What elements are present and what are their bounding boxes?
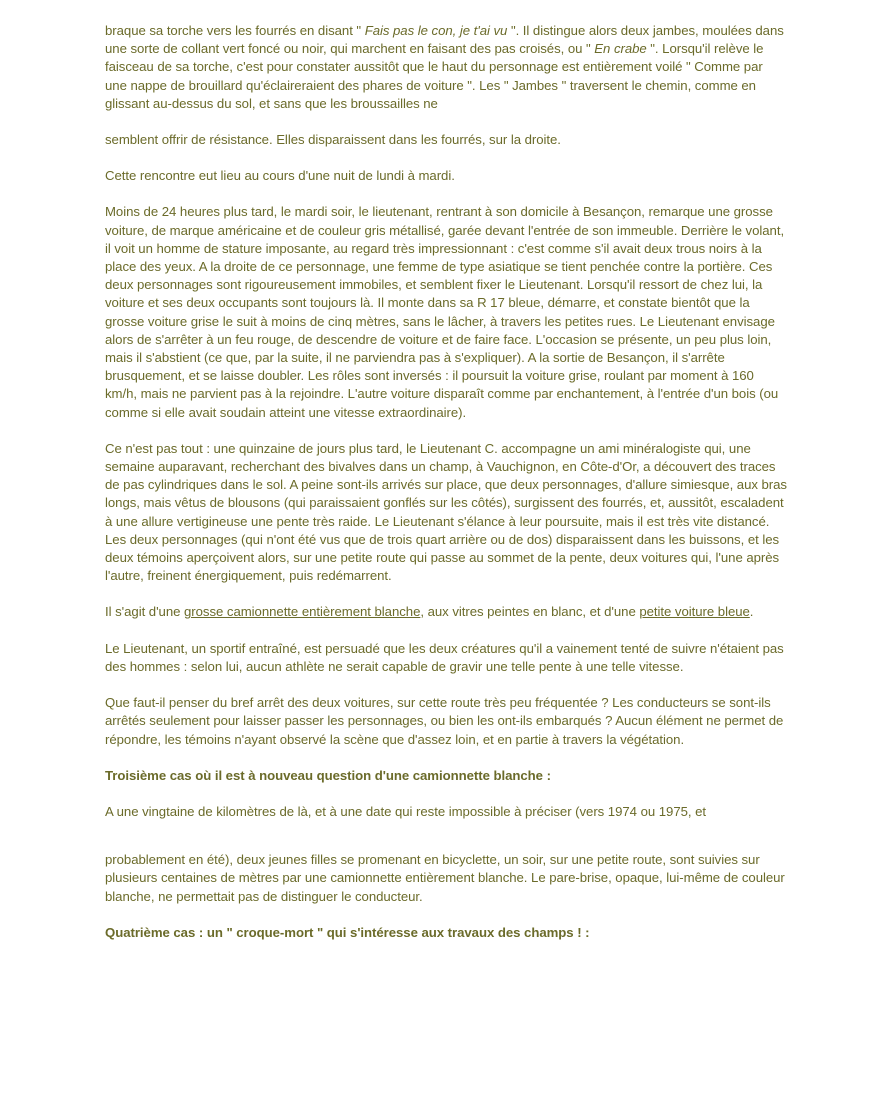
paragraph-vehicles bbox=[105, 603, 787, 621]
underlined-text: grosse camionnette entièrement blanche bbox=[184, 604, 421, 620]
text-span: . bbox=[749, 604, 754, 620]
section-heading-third-case: Troisième cas où il est à nouveau question d'une camionnette blanche : bbox=[105, 767, 551, 783]
paragraph-question: Que faut-il penser du bref arrêt des deux voitures, sur cette route très peu fréquentée ? Les conducteurs se sont-ils arrêtés seulement pour laisser passer les personnages, ou bien les ont-ils embarqués ? Aucun élément ne permet de répondre, les témoins n'ayant observé la scène que d'assez loin, et en partie à travers la végétation. bbox=[105, 695, 784, 747]
paragraph-night: Cette rencontre eut lieu au cours d'une nuit de lundi à mardi. bbox=[105, 168, 455, 184]
italic-quote: En crabe bbox=[594, 41, 647, 57]
text-span: braque sa torche vers les fourrés en disant " bbox=[105, 23, 365, 38]
text-span: Il s'agit d'une bbox=[105, 604, 185, 620]
section-heading-fourth-case: Quatrième cas : un " croque-mort " qui s'intéresse aux travaux des champs ! : bbox=[105, 924, 590, 940]
italic-quote: Fais pas le con, je t'ai vu bbox=[364, 23, 508, 38]
text-span: , aux vitres peintes en blanc, et d'une bbox=[420, 604, 640, 620]
paragraph-resistance: semblent offrir de résistance. Elles disparaissent dans les fourrés, sur la droite. bbox=[105, 132, 561, 148]
paragraph-athlete: Le Lieutenant, un sportif entraîné, est persuadé que les deux créatures qu'il a vainement tenté de suivre n'étaient pas des hommes : selon lui, aucun athlète ne serait capable de gravir une telle pente à une telle vitesse. bbox=[105, 640, 784, 674]
paragraph-vauchignon: Ce n'est pas tout : une quinzaine de jours plus tard, le Lieutenant C. accompagne un ami minéralogiste qui, une semaine auparavant, recherchant des bivalves dans un champ, à Vauchignon, en Côte-d'Or, a découvert des traces de pas cylindriques dans le sol. A peine sont-ils arrivés sur place, que deux personnages, d'allure simiesque, aux bras longs, mais vêtus de blousons (qui paraissaient gonflés sur les côtés), surgissent des fourrés, et, aussitôt, escaladent à une allure vertigineuse une pente très raide. Le Lieutenant s'élance à leur poursuite, mais il est très vite distancé. Les deux personnages (qui n'ont été vus que de trois quart arrière ou de dos) disparaissent dans les buissons, et les deux témoins aperçoivent alors, sur une petite route qui passe au sommet de la pente, deux voitures qui, l'une après l'autre, freinent énergiquement, puis redémarrent. bbox=[105, 440, 787, 584]
document-body bbox=[105, 22, 787, 960]
underlined-text: petite voiture bleue bbox=[639, 604, 750, 620]
paragraph-location: A une vingtaine de kilomètres de là, et à une date qui reste impossible à préciser (vers 1974 ou 1975, et bbox=[105, 803, 707, 819]
text-span: ". Lorsqu'il relève le faisceau de sa torche, c'est pour constater aussitôt que le haut du personnage est entièrement voilé " Comme par une nappe de brouillard qu'éclaireraient des phares de voiture ". Les " Jambes " traversent le chemin, comme en glissant au-dessus du sol, et sans que les broussailles ne bbox=[105, 41, 764, 111]
text-span: ". Il distingue alors deux jambes, moulées dans une sorte de collant vert foncé ou noir, qui marchent en faisant des pas croisés, ou " bbox=[105, 23, 784, 57]
paragraph-torch bbox=[105, 22, 787, 113]
paragraph-bicycle: probablement en été), deux jeunes filles se promenant en bicyclette, un soir, sur une petite route, sont suivies sur plusieurs centaines de mètres par une camionnette entièrement blanche. Le pare-brise, opaque, lui-même de couleur blanche, ne permettait pas de distinguer le conducteur. bbox=[105, 852, 785, 904]
paragraph-car-chase: Moins de 24 heures plus tard, le mardi soir, le lieutenant, rentrant à son domicile à Besançon, remarque une grosse voiture, de marque américaine et de couleur gris métallisé, garée devant l'entrée de son immeuble. Derrière le volant, il voit un homme de stature imposante, au regard très impressionnant : c'est comme s'il avait deux trous noirs à la place des yeux. A la droite de ce personnage, une femme de type asiatique se tient penchée contre la portière. Ces deux personnages sont rigoureusement immobiles, et semblent fixer le Lieutenant. Lorsqu'il ressort de chez lui, la voiture et ses deux occupants sont toujours là. Il monte dans sa R 17 bleue, démarre, et constate bientôt que la grosse voiture grise le suit à moins de cinq mètres, sans le lâcher, à travers les petites rues. Le Lieutenant envisage alors de s'arrêter à un feu rouge, de descendre de voiture et de faire face. L'occasion se présente, un peu plus loin, mais il s'abstient (ce que, par la suite, il ne parviendra pas à s'expliquer). A la sortie de Besançon, il s'arrête brusquement, et se laisse doubler. Les rôles sont inversés : il poursuit la voiture grise, roulant par moment à 160 km/h, mais ne parvient pas à la rejoindre. L'autre voiture disparaît comme par enchantement, à l'entrée d'un bois (ou comme si elle avait soudain atteint une vitesse extraordinaire). bbox=[105, 204, 785, 420]
